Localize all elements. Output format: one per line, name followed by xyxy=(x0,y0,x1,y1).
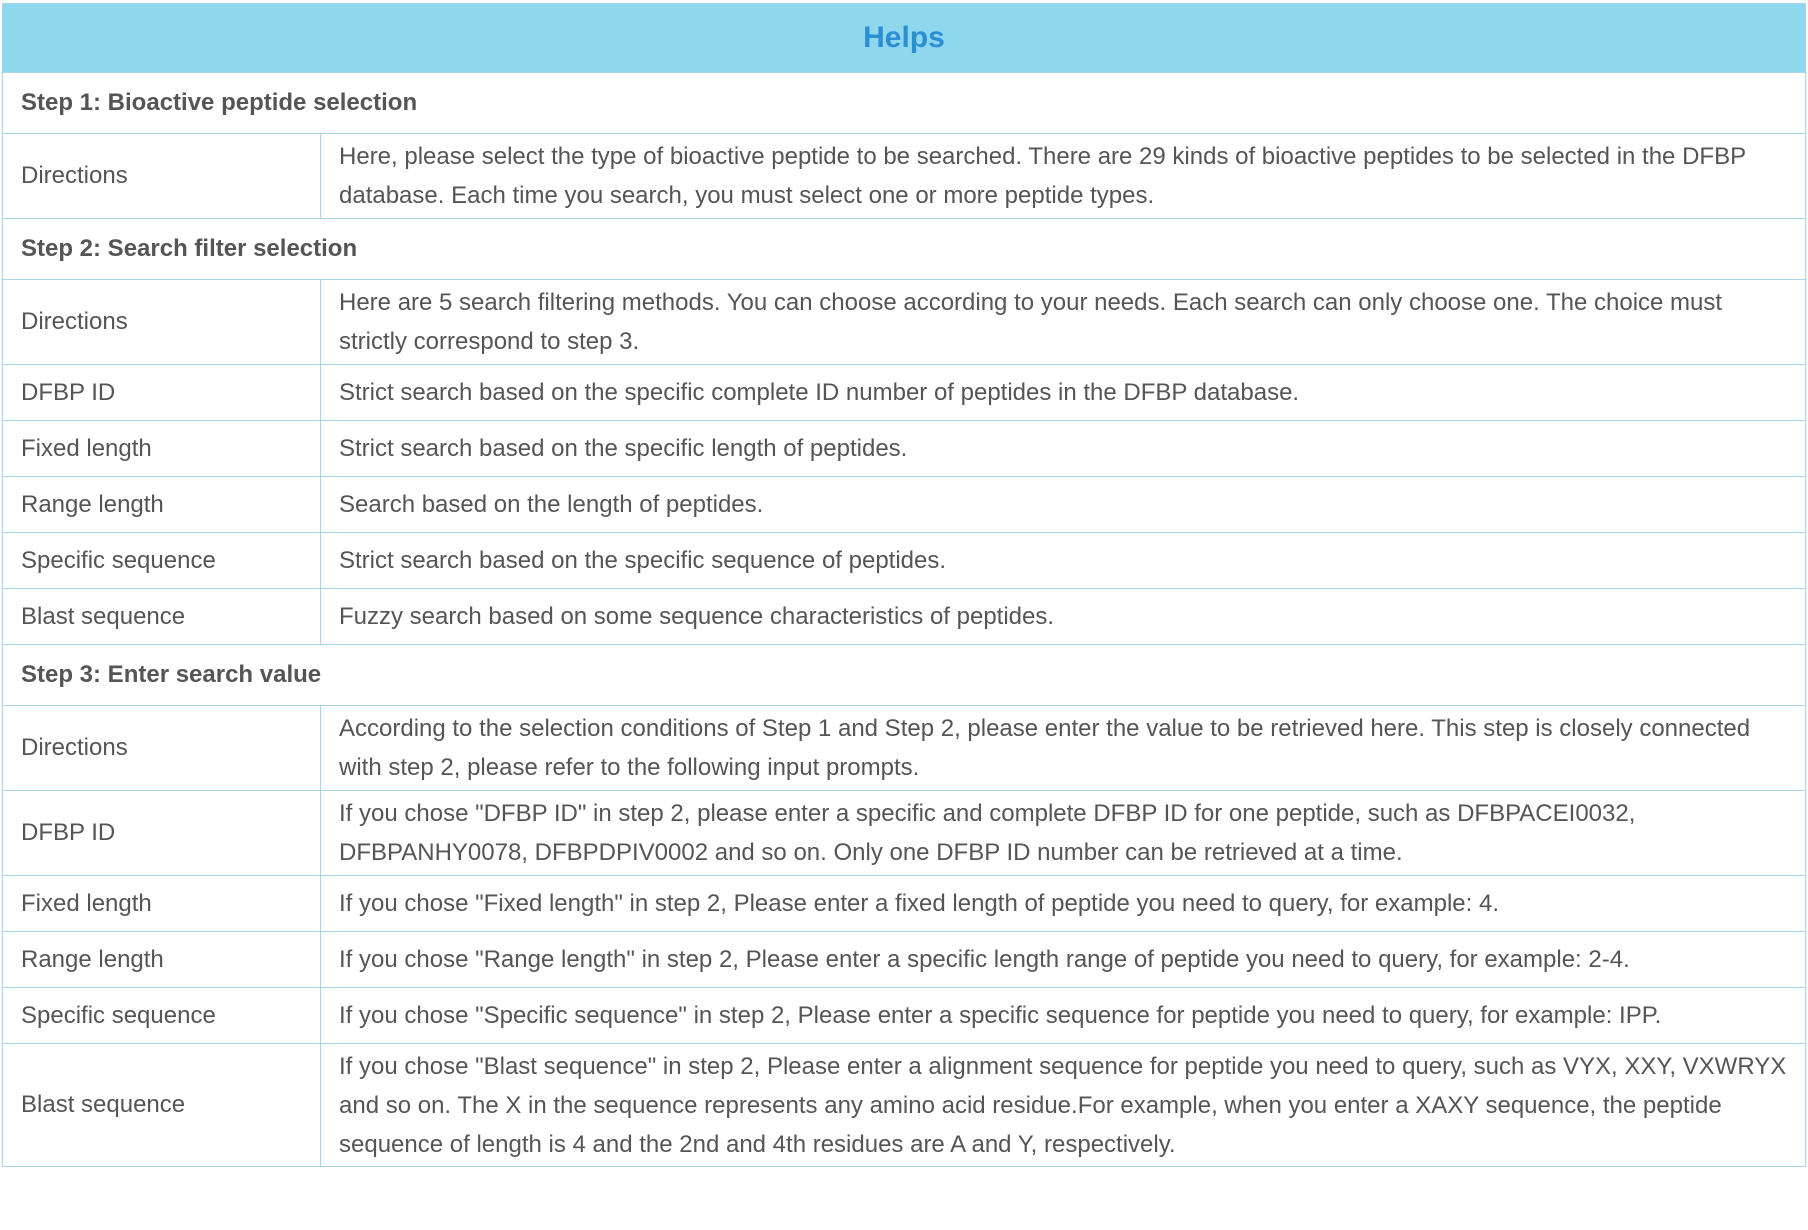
row-description: Fuzzy search based on some sequence characteristics of peptides. xyxy=(321,589,1806,645)
row-description: If you chose "Blast sequence" in step 2, Please enter a alignment sequence for peptide you need to query, such as VYX, XXY, VXWRYX and so on. The X in the sequence represents any amino acid residue.For example, when you enter a XAXY sequence, the peptide sequence of length is 4 and the 2nd and 4th residues are A and Y, respectively. xyxy=(321,1044,1806,1167)
row-label: Range length xyxy=(3,932,321,988)
table-row xyxy=(3,365,1806,421)
row-description: If you chose "Fixed length" in step 2, Please enter a fixed length of peptide you need to query, for example: 4. xyxy=(321,876,1806,932)
row-label: Specific sequence xyxy=(3,988,321,1044)
step-2-heading: Step 2: Search filter selection xyxy=(3,219,1806,280)
row-description: If you chose "DFBP ID" in step 2, please enter a specific and complete DFBP ID for one peptide, such as DFBPACEI0032, DFBPANHY0078, DFBPDPIV0002 and so on. Only one DFBP ID number can be retrieved at a time. xyxy=(321,791,1806,876)
step-1-heading: Step 1: Bioactive peptide selection xyxy=(3,73,1806,134)
step-3-heading: Step 3: Enter search value xyxy=(3,645,1806,706)
table-row xyxy=(3,421,1806,477)
row-description: If you chose "Specific sequence" in step 2, Please enter a specific sequence for peptide you need to query, for example: IPP. xyxy=(321,988,1806,1044)
table-row xyxy=(3,280,1806,365)
table-row xyxy=(3,589,1806,645)
row-label: Blast sequence xyxy=(3,589,321,645)
row-label: DFBP ID xyxy=(3,791,321,876)
row-label: Directions xyxy=(3,134,321,219)
title-row xyxy=(3,4,1806,73)
table-row xyxy=(3,477,1806,533)
row-description: Strict search based on the specific sequence of peptides. xyxy=(321,533,1806,589)
row-label: Specific sequence xyxy=(3,533,321,589)
page-title: Helps xyxy=(3,4,1806,73)
step-heading-row xyxy=(3,219,1806,280)
row-description: Here are 5 search filtering methods. You can choose according to your needs. Each search can only choose one. The choice must strictly correspond to step 3. xyxy=(321,280,1806,365)
table-row xyxy=(3,134,1806,219)
step-heading-row xyxy=(3,645,1806,706)
row-label: Fixed length xyxy=(3,876,321,932)
row-description: Strict search based on the specific complete ID number of peptides in the DFBP database. xyxy=(321,365,1806,421)
row-description: According to the selection conditions of Step 1 and Step 2, please enter the value to be retrieved here. This step is closely connected with step 2, please refer to the following input prompts. xyxy=(321,706,1806,791)
step-heading-row xyxy=(3,73,1806,134)
row-label: Fixed length xyxy=(3,421,321,477)
row-description: Search based on the length of peptides. xyxy=(321,477,1806,533)
row-label: Directions xyxy=(3,706,321,791)
row-description: If you chose "Range length" in step 2, Please enter a specific length range of peptide you need to query, for example: 2-4. xyxy=(321,932,1806,988)
table-row xyxy=(3,932,1806,988)
table-row xyxy=(3,791,1806,876)
row-label: Range length xyxy=(3,477,321,533)
row-description: Here, please select the type of bioactive peptide to be searched. There are 29 kinds of bioactive peptides to be selected in the DFBP database. Each time you search, you must select one or more peptide types. xyxy=(321,134,1806,219)
help-table xyxy=(2,3,1806,1167)
table-row xyxy=(3,1044,1806,1167)
row-label: Directions xyxy=(3,280,321,365)
row-description: Strict search based on the specific length of peptides. xyxy=(321,421,1806,477)
table-row xyxy=(3,876,1806,932)
row-label: Blast sequence xyxy=(3,1044,321,1167)
table-row xyxy=(3,706,1806,791)
row-label: DFBP ID xyxy=(3,365,321,421)
table-row xyxy=(3,988,1806,1044)
table-row xyxy=(3,533,1806,589)
